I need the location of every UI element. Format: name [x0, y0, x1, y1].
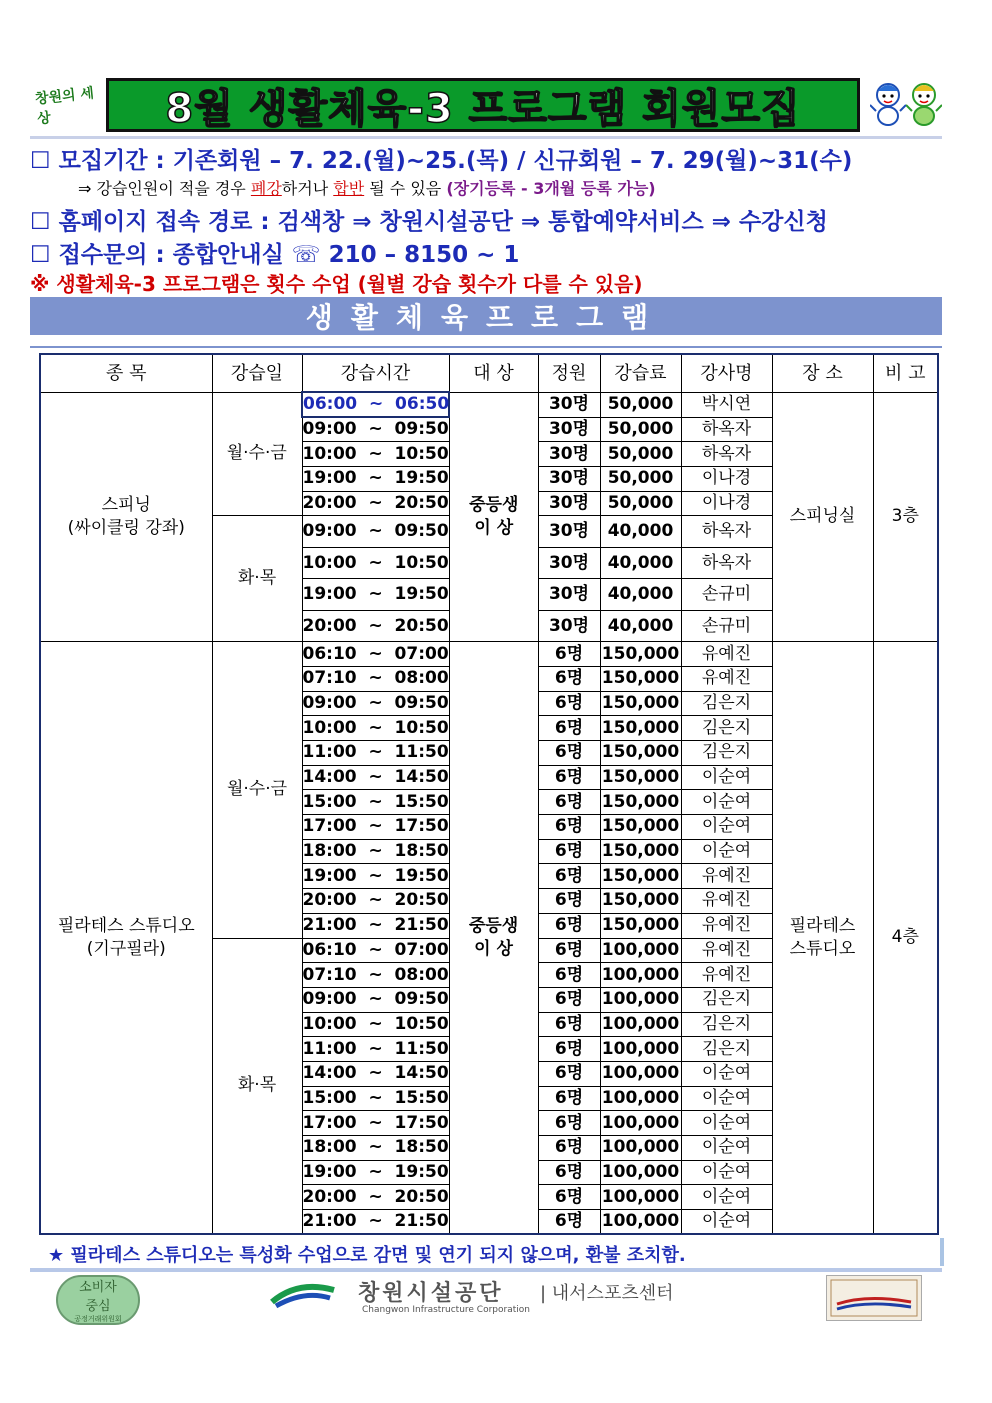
time-cell: 09:00 ~ 09:50 [302, 691, 449, 716]
pilates-place-cell-line: 스튜디오 [789, 938, 856, 959]
time-cell: 19:00 ~ 19:50 [302, 864, 449, 889]
fee-cell: 50,000 [600, 442, 681, 467]
capacity-cell: 6명 [538, 864, 600, 889]
pilates-notice [30, 1238, 944, 1266]
pilates-note-cell: 4층 [873, 642, 938, 1235]
badge-line3: 공정거래위원회 [74, 1315, 122, 1323]
program-banner-text: 생활체육프로그램 [305, 301, 667, 334]
instructor-cell: 김은지 [681, 716, 772, 741]
fee-cell: 150,000 [600, 889, 681, 914]
session-notice: ※ 생활체육-3 프로그램은 횟수 수업 (월별 강습 횟수가 다를 수 있음) [30, 272, 643, 296]
time-cell: 21:00 ~ 21:50 [302, 1210, 449, 1235]
time-cell: 19:00 ~ 19:50 [302, 466, 449, 491]
fee-cell: 100,000 [600, 1061, 681, 1086]
instructor-cell: 유예진 [681, 889, 772, 914]
certification-mark-icon [826, 1275, 922, 1321]
cancel-notice-text-a: ⇒ 강습인원이 적을 경우 [78, 179, 251, 198]
spinning-note-cell: 3층 [873, 392, 938, 642]
capacity-cell: 30명 [538, 392, 600, 417]
time-cell: 17:00 ~ 17:50 [302, 1111, 449, 1136]
center-name: | 내서스포츠센터 [540, 1283, 674, 1304]
fee-cell: 100,000 [600, 1037, 681, 1062]
instructor-cell: 손규미 [681, 610, 772, 642]
instructor-cell: 박시연 [681, 392, 772, 417]
time-cell: 09:00 ~ 09:50 [302, 417, 449, 442]
header [30, 75, 942, 137]
capacity-cell: 6명 [538, 963, 600, 988]
col-header-days: 강습일 [212, 354, 302, 392]
time-cell: 20:00 ~ 20:50 [302, 610, 449, 642]
fee-cell: 150,000 [600, 716, 681, 741]
time-cell: 06:10 ~ 07:00 [302, 642, 449, 667]
fee-cell: 40,000 [600, 579, 681, 611]
capacity-cell: 6명 [538, 642, 600, 667]
instructor-cell: 손규미 [681, 579, 772, 611]
table-header-row [40, 354, 938, 392]
instructor-cell: 이순여 [681, 1185, 772, 1210]
capacity-cell: 30명 [538, 547, 600, 579]
pilates-subject-cell [40, 642, 212, 1235]
fee-cell: 150,000 [600, 666, 681, 691]
time-cell: 14:00 ~ 14:50 [302, 1061, 449, 1086]
col-header-fee: 강습료 [600, 354, 681, 392]
fee-cell: 150,000 [600, 741, 681, 766]
instructor-cell: 이나경 [681, 466, 772, 491]
fee-cell: 150,000 [600, 839, 681, 864]
spinning-place-cell-line: 스피닝실 [789, 506, 856, 527]
cancel-notice-text-c: 될 수 있음 [364, 179, 447, 198]
pilates-place-cell-line: 필라테스 [789, 915, 856, 936]
spinning-target-cell-line: 중등생 [469, 494, 519, 515]
time-cell: 14:00 ~ 14:50 [302, 765, 449, 790]
instructor-cell: 김은지 [681, 1037, 772, 1062]
instructor-cell: 유예진 [681, 666, 772, 691]
time-cell: 11:00 ~ 11:50 [302, 741, 449, 766]
pilates-days-2: 화·목 [212, 938, 302, 1234]
program-banner [30, 297, 942, 335]
capacity-cell: 6명 [538, 987, 600, 1012]
capacity-cell: 6명 [538, 1037, 600, 1062]
city-logo: 창원의 세상 [34, 85, 95, 128]
capacity-cell: 6명 [538, 1061, 600, 1086]
banner-divider [30, 346, 942, 348]
time-cell: 09:00 ~ 09:50 [302, 516, 449, 548]
recruit-period: ☐ 모집기간 : 기존회원 – 7. 22.(월)~25.(목) / 신규회원 – 7. 29(월)~31(수) [30, 148, 853, 174]
org-name-en: Changwon Infrastructure Corporation [362, 1305, 530, 1315]
time-cell: 06:10 ~ 07:00 [302, 938, 449, 963]
header-divider [30, 136, 942, 139]
time-cell: 15:00 ~ 15:50 [302, 790, 449, 815]
fee-cell: 40,000 [600, 610, 681, 642]
instructor-cell: 이순여 [681, 839, 772, 864]
instructor-cell: 하옥자 [681, 442, 772, 467]
instructor-cell: 이순여 [681, 815, 772, 840]
capacity-cell: 6명 [538, 1086, 600, 1111]
fee-cell: 100,000 [600, 1185, 681, 1210]
spinning-target-cell-line: 이 상 [474, 517, 514, 538]
fee-cell: 100,000 [600, 1160, 681, 1185]
cancel-notice [78, 176, 656, 199]
instructor-cell: 하옥자 [681, 516, 772, 548]
time-cell: 15:00 ~ 15:50 [302, 1086, 449, 1111]
fee-cell: 100,000 [600, 987, 681, 1012]
col-header-subject: 종 목 [40, 354, 212, 392]
time-cell: 10:00 ~ 10:50 [302, 716, 449, 741]
capacity-cell: 6명 [538, 1012, 600, 1037]
capacity-cell: 30명 [538, 466, 600, 491]
spinning-days-1: 월·수·금 [212, 392, 302, 516]
instructor-cell: 유예진 [681, 938, 772, 963]
page-title: 8월 생활체육-3 프로그램 회원모집 [165, 85, 801, 132]
time-cell: 21:00 ~ 21:50 [302, 913, 449, 938]
instructor-cell: 김은지 [681, 691, 772, 716]
instructor-cell: 유예진 [681, 963, 772, 988]
instructor-cell: 유예진 [681, 642, 772, 667]
capacity-cell: 6명 [538, 1210, 600, 1235]
capacity-cell: 6명 [538, 938, 600, 963]
table-row [40, 392, 938, 417]
time-cell: 20:00 ~ 20:50 [302, 1185, 449, 1210]
org-name: 창원시설공단 [358, 1281, 504, 1306]
capacity-cell: 6명 [538, 913, 600, 938]
time-cell: 11:00 ~ 11:50 [302, 1037, 449, 1062]
col-header-capacity: 정원 [538, 354, 600, 392]
col-header-note: 비 고 [873, 354, 938, 392]
instructor-cell: 유예진 [681, 864, 772, 889]
col-header-instructor: 강사명 [681, 354, 772, 392]
time-cell: 07:10 ~ 08:00 [302, 666, 449, 691]
time-cell: 06:00 ~ 06:50 [302, 392, 449, 417]
fee-cell: 40,000 [600, 516, 681, 548]
instructor-cell: 이나경 [681, 491, 772, 516]
pilates-target-cell-line: 중등생 [468, 915, 519, 936]
instructor-cell: 하옥자 [681, 417, 772, 442]
instructor-cell: 이순여 [681, 1160, 772, 1185]
fee-cell: 50,000 [600, 466, 681, 491]
capacity-cell: 30명 [538, 610, 600, 642]
time-cell: 19:00 ~ 19:50 [302, 1160, 449, 1185]
instructor-cell: 이순여 [681, 765, 772, 790]
pilates-name: 필라테스 스튜디오 [57, 915, 195, 936]
spinning-target-cell [449, 392, 538, 642]
contact-info: ☐ 접수문의 : 종합안내실 ☏ 210 – 8150 ~ 1 [30, 242, 520, 268]
fee-cell: 150,000 [600, 815, 681, 840]
instructor-cell: 하옥자 [681, 547, 772, 579]
merge-word: 합반 [333, 179, 365, 198]
time-cell: 17:00 ~ 17:50 [302, 815, 449, 840]
capacity-cell: 30명 [538, 417, 600, 442]
cancel-notice-text-b: 하거나 [281, 179, 334, 198]
pilates-subname: (기구필라) [86, 938, 166, 959]
capacity-cell: 30명 [538, 442, 600, 467]
fee-cell: 150,000 [600, 790, 681, 815]
instructor-cell: 이순여 [681, 1111, 772, 1136]
capacity-cell: 6명 [538, 1111, 600, 1136]
fee-cell: 150,000 [600, 642, 681, 667]
pilates-days-1: 월·수·금 [212, 642, 302, 938]
badge-line1: 소비자 [79, 1280, 117, 1295]
long-term-notice: (장기등록 - 3개월 등록 가능) [446, 179, 656, 198]
capacity-cell: 6명 [538, 790, 600, 815]
time-cell: 20:00 ~ 20:50 [302, 889, 449, 914]
time-cell: 18:00 ~ 18:50 [302, 1136, 449, 1161]
col-header-place: 장 소 [772, 354, 873, 392]
consumer-badge [56, 1275, 140, 1325]
capacity-cell: 30명 [538, 516, 600, 548]
time-cell: 09:00 ~ 09:50 [302, 987, 449, 1012]
spinning-subname: (싸이클링 강좌) [67, 517, 185, 538]
fee-cell: 150,000 [600, 691, 681, 716]
capacity-cell: 30명 [538, 579, 600, 611]
instructor-cell: 김은지 [681, 987, 772, 1012]
capacity-cell: 6명 [538, 1136, 600, 1161]
fee-cell: 100,000 [600, 1136, 681, 1161]
footer-divider [30, 1268, 942, 1272]
capacity-cell: 30명 [538, 491, 600, 516]
instructor-cell: 이순여 [681, 790, 772, 815]
badge-line2: 중심 [85, 1299, 111, 1314]
capacity-cell: 6명 [538, 666, 600, 691]
instructor-cell: 유예진 [681, 913, 772, 938]
time-cell: 10:00 ~ 10:50 [302, 442, 449, 467]
capacity-cell: 6명 [538, 839, 600, 864]
pilates-notice-text: ★ 필라테스 스튜디오는 특성화 수업으로 감면 및 연기 되지 않으며, 환불 조치함. [48, 1245, 686, 1266]
fee-cell: 50,000 [600, 417, 681, 442]
time-cell: 07:10 ~ 08:00 [302, 963, 449, 988]
capacity-cell: 6명 [538, 1160, 600, 1185]
pilates-target-cell-line: 이 상 [474, 938, 513, 959]
col-header-target: 대 상 [449, 354, 538, 392]
fee-cell: 50,000 [600, 392, 681, 417]
spinning-place-cell [772, 392, 873, 642]
capacity-cell: 6명 [538, 889, 600, 914]
time-cell: 19:00 ~ 19:50 [302, 579, 449, 611]
fee-cell: 100,000 [600, 1210, 681, 1235]
instructor-cell: 김은지 [681, 1012, 772, 1037]
capacity-cell: 6명 [538, 815, 600, 840]
fee-cell: 150,000 [600, 765, 681, 790]
spinning-name: 스피닝 [101, 494, 151, 515]
instructor-cell: 이순여 [681, 1210, 772, 1235]
mascot-blue-icon [870, 81, 906, 127]
capacity-cell: 6명 [538, 741, 600, 766]
fee-cell: 50,000 [600, 491, 681, 516]
spinning-subject-cell [40, 392, 212, 642]
capacity-cell: 6명 [538, 691, 600, 716]
instructor-cell: 이순여 [681, 1086, 772, 1111]
page-title-box [106, 78, 860, 132]
cancel-word: 폐강 [250, 179, 282, 198]
capacity-cell: 6명 [538, 716, 600, 741]
fee-cell: 40,000 [600, 547, 681, 579]
fee-cell: 150,000 [600, 913, 681, 938]
fee-cell: 150,000 [600, 864, 681, 889]
col-header-time: 강습시간 [302, 354, 449, 392]
instructor-cell: 이순여 [681, 1061, 772, 1086]
fee-cell: 100,000 [600, 1086, 681, 1111]
homepage-route: ☐ 홈페이지 접속 경로 : 검색창 ⇒ 창원시설공단 ⇒ 통합예약서비스 ⇒ 수강신청 [30, 209, 828, 235]
instructor-cell: 김은지 [681, 741, 772, 766]
table-row [40, 642, 938, 667]
time-cell: 18:00 ~ 18:50 [302, 839, 449, 864]
mascot-green-icon [906, 81, 942, 127]
fee-cell: 100,000 [600, 1111, 681, 1136]
fee-cell: 100,000 [600, 938, 681, 963]
fee-cell: 100,000 [600, 963, 681, 988]
pilates-target-cell [449, 642, 538, 1235]
capacity-cell: 6명 [538, 1185, 600, 1210]
pilates-place-cell [772, 642, 873, 1235]
capacity-cell: 6명 [538, 765, 600, 790]
schedule-table [39, 353, 939, 1235]
instructor-cell: 이순여 [681, 1136, 772, 1161]
time-cell: 10:00 ~ 10:50 [302, 547, 449, 579]
time-cell: 20:00 ~ 20:50 [302, 491, 449, 516]
time-cell: 10:00 ~ 10:50 [302, 1012, 449, 1037]
spinning-days-2: 화·목 [212, 516, 302, 642]
fee-cell: 100,000 [600, 1012, 681, 1037]
org-logo-icon [268, 1276, 338, 1316]
